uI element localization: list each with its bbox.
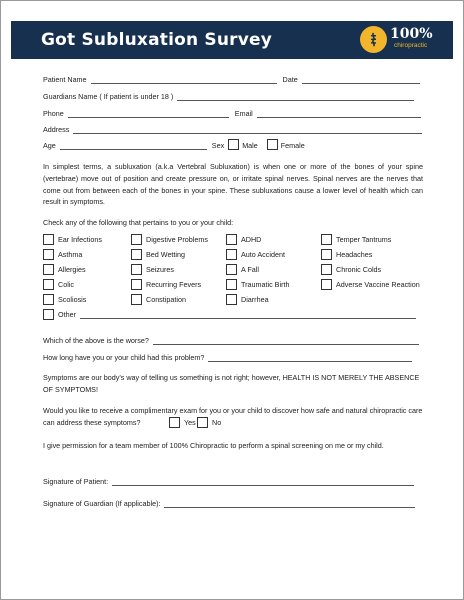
no-label: No [212, 417, 222, 427]
age-field[interactable] [60, 141, 207, 150]
condition-constipation[interactable] [131, 293, 186, 305]
worse-answer-field[interactable] [153, 336, 419, 345]
sex-label: Sex [211, 141, 225, 150]
address-field[interactable] [73, 125, 422, 134]
brand-logo [360, 26, 450, 54]
exam-question [43, 405, 423, 429]
condition-label: Auto Accident [241, 249, 285, 259]
phone-field[interactable] [68, 109, 229, 118]
exam-question-text: Would you like to receive a complimentary exam for you or your child to discover how safe and natural chiropractic care can address these symptoms? [43, 406, 423, 427]
worse-question-row [43, 333, 423, 345]
checkbox[interactable] [131, 249, 142, 260]
condition-label: A Fall [241, 264, 259, 274]
condition-allergies[interactable] [43, 263, 86, 275]
condition-a-fall[interactable] [226, 263, 259, 275]
how-long-answer-field[interactable] [208, 353, 412, 362]
female-label: Female [280, 141, 305, 150]
patient-name-row [43, 72, 423, 84]
header-banner [11, 21, 453, 59]
logo-subtitle: chiropractic [394, 42, 428, 49]
other-field[interactable] [80, 310, 416, 319]
checkbox[interactable] [43, 264, 54, 275]
age-label: Age [43, 141, 56, 150]
guardians-name-row [43, 89, 423, 101]
worse-question-label: Which of the above is the worse? [43, 336, 149, 345]
checkbox[interactable] [226, 279, 237, 290]
condition-label: Allergies [58, 264, 86, 274]
condition-label: ADHD [241, 234, 262, 244]
intro-text: In simplest terms, a subluxation (a.k.a Vertebral Subluxation) is when one or more of the bones of your spine (vertebrae) move out of position and create pressure on, or irritate spinal nerves. Spinal nerves are the nerves that come out from between each of the bones in your spine. These subluxations cause a lower level of health which can result in symptoms. [43, 162, 423, 207]
condition-recurring-fevers[interactable] [131, 278, 201, 290]
condition-label: Recurring Fevers [146, 279, 202, 289]
email-field[interactable] [257, 109, 421, 118]
checkbox[interactable] [131, 279, 142, 290]
spine-icon [366, 32, 381, 47]
condition-chronic-colds[interactable] [321, 263, 381, 275]
checkbox[interactable] [43, 249, 54, 260]
condition-other[interactable] [43, 308, 416, 320]
checkbox[interactable] [131, 294, 142, 305]
condition-label: Other [58, 309, 76, 319]
male-label: Male [242, 141, 258, 150]
age-sex-row [43, 138, 423, 150]
guardian-signature-row [43, 496, 423, 508]
checkbox[interactable] [131, 234, 142, 245]
condition-label: Chronic Colds [336, 264, 382, 274]
checklist-prompt [43, 217, 423, 229]
condition-headaches[interactable] [321, 248, 372, 260]
checkbox[interactable] [43, 234, 54, 245]
date-field[interactable] [302, 75, 420, 84]
condition-label: Diarrhea [241, 294, 269, 304]
condition-ear-infections[interactable] [43, 233, 102, 245]
condition-scoliosis[interactable] [43, 293, 86, 305]
condition-label: Bed Wetting [146, 249, 186, 259]
patient-signature-row [43, 474, 423, 486]
exam-yes-option[interactable] [169, 416, 196, 428]
date-label: Date [282, 75, 298, 84]
condition-label: Seizures [146, 264, 174, 274]
address-label: Address [43, 125, 70, 134]
checkbox[interactable] [43, 279, 54, 290]
permission-statement [43, 440, 423, 452]
checkbox[interactable] [321, 264, 332, 275]
condition-digestive-problems[interactable] [131, 233, 208, 245]
logo-text: 100% [390, 26, 433, 42]
checkbox[interactable] [321, 249, 332, 260]
condition-label: Asthma [58, 249, 83, 259]
permission-text: I give permission for a team member of 100% Chiropractic to perform a spinal screening on me or my child. [43, 441, 384, 450]
yes-checkbox[interactable] [169, 417, 180, 428]
checkbox[interactable] [321, 279, 332, 290]
guardian-signature-label: Signature of Guardian (If applicable): [43, 499, 161, 508]
condition-adhd[interactable] [226, 233, 261, 245]
guardian-signature-field[interactable] [164, 499, 415, 508]
condition-colic[interactable] [43, 278, 74, 290]
checklist-prompt-text: Check any of the following that pertains to you or your child: [43, 218, 234, 227]
how-long-question-label: How long have you or your child had this problem? [43, 353, 205, 362]
checkbox[interactable] [131, 264, 142, 275]
symptoms-note [43, 372, 423, 396]
condition-seizures[interactable] [131, 263, 174, 275]
checkbox[interactable] [43, 309, 54, 320]
page-title: Got Subluxation Survey [41, 30, 273, 50]
patient-signature-field[interactable] [112, 477, 414, 486]
email-label: Email [234, 109, 253, 118]
condition-temper-tantrums[interactable] [321, 233, 391, 245]
condition-label: Colic [58, 279, 74, 289]
intro-paragraph [43, 161, 423, 208]
condition-label: Headaches [336, 249, 373, 259]
checkbox[interactable] [226, 249, 237, 260]
condition-label: Scoliosis [58, 294, 87, 304]
condition-label: Digestive Problems [146, 234, 208, 244]
checkbox[interactable] [226, 234, 237, 245]
checkbox[interactable] [226, 264, 237, 275]
condition-label: Adverse Vaccine Reaction [336, 279, 420, 289]
condition-asthma[interactable] [43, 248, 82, 260]
condition-traumatic-birth[interactable] [226, 278, 289, 290]
condition-label: Ear Infections [58, 234, 102, 244]
condition-label: Constipation [146, 294, 186, 304]
phone-email-row [43, 106, 423, 118]
exam-no-option[interactable] [197, 416, 221, 428]
condition-label: Traumatic Birth [241, 279, 290, 289]
address-row [43, 122, 423, 134]
guardians-name-label: Guardians Name ( If patient is under 18 ) [43, 92, 174, 101]
no-checkbox[interactable] [197, 417, 208, 428]
checkbox[interactable] [43, 294, 54, 305]
condition-diarrhea[interactable] [226, 293, 269, 305]
patient-name-field[interactable] [91, 75, 277, 84]
condition-auto-accident[interactable] [226, 248, 285, 260]
checkbox[interactable] [321, 234, 332, 245]
checkbox[interactable] [226, 294, 237, 305]
patient-signature-label: Signature of Patient: [43, 477, 109, 486]
guardians-name-field[interactable] [177, 92, 414, 101]
patient-name-label: Patient Name [43, 75, 87, 84]
symptoms-note-text: Symptoms are our body’s way of telling us something is not right; however, HEALTH IS NOT MERELY THE ABSENCE OF SYMPTOMS! [43, 373, 420, 394]
male-checkbox[interactable] [228, 139, 239, 150]
female-checkbox[interactable] [267, 139, 278, 150]
condition-adverse-vaccine-reaction[interactable] [321, 278, 420, 290]
condition-bed-wetting[interactable] [131, 248, 185, 260]
yes-label: Yes [184, 417, 196, 427]
phone-label: Phone [43, 109, 64, 118]
how-long-question-row [43, 350, 423, 362]
condition-label: Temper Tantrums [336, 234, 392, 244]
